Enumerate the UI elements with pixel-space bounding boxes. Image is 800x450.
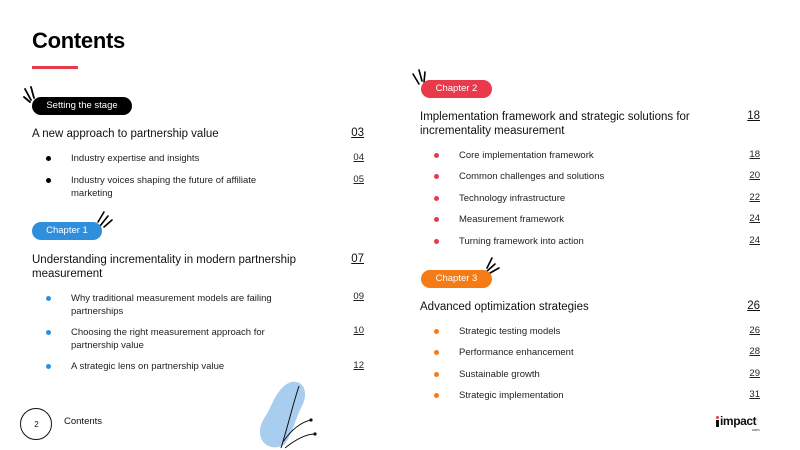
section-heading: A new approach to partnership value — [32, 128, 219, 140]
bullet-dot — [434, 239, 439, 244]
toc-item: Industry voices shaping the future of affiliate marketing — [71, 175, 257, 199]
toc-page[interactable]: 29 — [749, 368, 760, 379]
leaf-illustration — [255, 378, 325, 450]
section-heading: Advanced optimization strategies — [420, 301, 589, 313]
toc-page[interactable]: 24 — [749, 213, 760, 224]
toc-item: Turning framework into action — [459, 236, 584, 247]
toc-item: Common challenges and solutions — [459, 171, 605, 182]
toc-page[interactable]: 09 — [353, 291, 364, 302]
toc-page[interactable]: 22 — [749, 192, 760, 203]
toc-page[interactable]: 31 — [749, 389, 760, 400]
section-heading: Understanding incrementality in modern partnership measurement — [32, 254, 297, 280]
section-pill-setting: Setting the stage — [32, 97, 132, 115]
toc-item: Strategic implementation — [459, 390, 564, 401]
logo-bar — [716, 420, 719, 427]
bullet-dot — [434, 196, 439, 201]
logo-dot — [716, 416, 719, 419]
toc-item: Core implementation framework — [459, 150, 594, 161]
section-pill-chapter-2: Chapter 2 — [421, 80, 492, 98]
bullet-dot — [434, 372, 439, 377]
bullet-dot — [46, 330, 51, 335]
logo-text: impact — [720, 414, 757, 428]
section-heading: Implementation framework and strategic solutions for incrementality measurement — [420, 111, 690, 137]
page-link[interactable]: 07 — [351, 253, 364, 265]
bullet-dot — [46, 178, 51, 183]
toc-item: Technology infrastructure — [459, 193, 566, 204]
toc-page[interactable]: 05 — [353, 174, 364, 185]
toc-page[interactable]: 18 — [749, 149, 760, 160]
toc-page[interactable]: 12 — [353, 360, 364, 371]
bullet-dot — [434, 217, 439, 222]
section-pill-chapter-1: Chapter 1 — [32, 222, 102, 240]
page-link[interactable]: 26 — [747, 300, 760, 312]
bullet-dot — [434, 329, 439, 334]
toc-item: A strategic lens on partnership value — [71, 361, 225, 372]
toc-item: Sustainable growth — [459, 369, 540, 380]
bullet-dot — [46, 364, 51, 369]
bullet-dot — [46, 296, 51, 301]
logo-subtext: com — [752, 427, 760, 432]
toc-item: Measurement framework — [459, 214, 565, 225]
toc-item: Strategic testing models — [459, 326, 561, 337]
page-title: Contents — [32, 28, 125, 53]
bullet-dot — [46, 156, 51, 161]
toc-item: Performance enhancement — [459, 347, 574, 358]
bullet-dot — [434, 350, 439, 355]
page-link[interactable]: 18 — [747, 110, 760, 122]
toc-item: Choosing the right measurement approach for partnership value — [71, 327, 265, 351]
page-link[interactable]: 03 — [351, 127, 364, 139]
toc-item: Industry expertise and insights — [71, 153, 200, 164]
footer-label: Contents — [64, 416, 103, 427]
toc-page[interactable]: 24 — [749, 235, 760, 246]
bullet-dot — [434, 153, 439, 158]
page-number: 2 — [34, 420, 39, 429]
toc-page[interactable]: 20 — [749, 170, 760, 181]
bullet-dot — [434, 393, 439, 398]
bullet-dot — [434, 174, 439, 179]
toc-page[interactable]: 26 — [749, 325, 760, 336]
title-underline — [32, 66, 78, 69]
toc-item: Why traditional measurement models are failing partnerships — [71, 293, 272, 317]
section-pill-chapter-3: Chapter 3 — [421, 270, 492, 288]
toc-page[interactable]: 28 — [749, 346, 760, 357]
toc-page[interactable]: 04 — [353, 152, 364, 163]
toc-page[interactable]: 10 — [353, 325, 364, 336]
